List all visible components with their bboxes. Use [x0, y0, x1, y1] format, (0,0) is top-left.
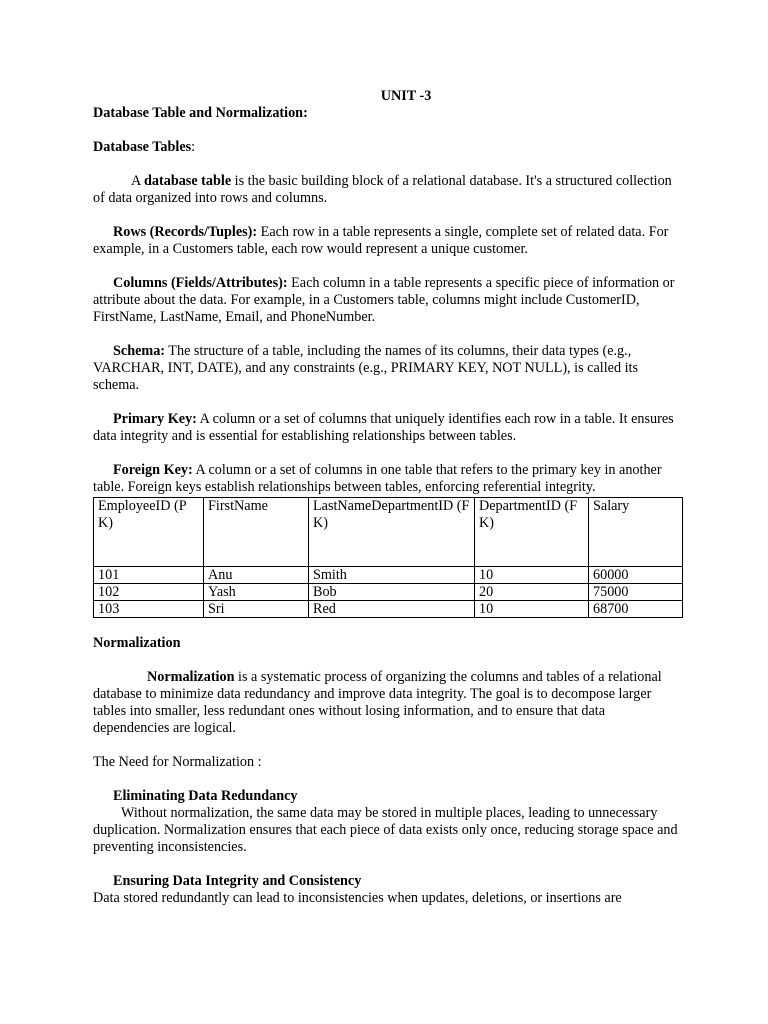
definition-text: A column or a set of columns that uniquely identifies each row in a table. It ensures data integrity and is essential for establishing relationships between tables. [93, 411, 674, 444]
tables-intro-pre: A [131, 173, 145, 189]
main-heading: Database Table and Normalization: [93, 105, 308, 121]
header-cell-department-id: DepartmentID (FK) [475, 498, 589, 567]
table-row [94, 584, 683, 601]
definition-text: A column or a set of columns in one table that refers to the primary key in another table. Foreign keys establish relationships between tables, enforcing referential integrity. [93, 462, 662, 495]
table-cell: 101 [94, 567, 204, 584]
tables-heading-text: Database Tables [93, 139, 192, 155]
table-cell: 103 [94, 601, 204, 618]
normalization-intro [93, 669, 683, 737]
table-cell: 10 [475, 567, 589, 584]
definition-term: Foreign Key: [113, 462, 193, 478]
tables-intro-bold: database table [144, 173, 232, 189]
tables-intro [93, 173, 683, 207]
normalization-intro-text: is a systematic process of organizing the columns and tables of a relational database to minimize data redundancy and improve data integrity. The goal is to decompose larger tables into smaller, less redundant ones without losing information, and to ensure that data dependencies are logical. [93, 669, 662, 736]
definition-term: Columns (Fields/Attributes): [113, 275, 288, 291]
table-cell: 68700 [589, 601, 683, 618]
table-cell: Smith [309, 567, 475, 584]
table-cell: Yash [204, 584, 309, 601]
table-header-row [94, 498, 683, 567]
unit-title: UNIT -3 [380, 88, 432, 104]
table-cell: 102 [94, 584, 204, 601]
definition-schema [93, 343, 683, 394]
table-cell: Anu [204, 567, 309, 584]
document-page [93, 88, 683, 907]
tables-heading-colon: : [191, 139, 196, 155]
table-cell: Sri [204, 601, 309, 618]
definition-rows [93, 224, 683, 258]
point-title: Eliminating Data Redundancy [113, 788, 298, 804]
definition-text: Each row in a table represents a single, complete set of related data. For example, in a Customers table, each row would represent a unique customer. [93, 224, 669, 257]
normalization-intro-bold: Normalization [147, 669, 235, 685]
table-cell: 10 [475, 601, 589, 618]
definition-columns [93, 275, 683, 326]
header-cell-first-name: FirstName [204, 498, 309, 567]
table-cell: 75000 [589, 584, 683, 601]
need-heading: The Need for Normalization : [93, 754, 262, 770]
point-title: Ensuring Data Integrity and Consistency [113, 873, 362, 889]
table-cell: 20 [475, 584, 589, 601]
definition-term: Rows (Records/Tuples): [113, 224, 258, 240]
table-cell: 60000 [589, 567, 683, 584]
table-cell: Red [309, 601, 475, 618]
header-cell-employee-id: EmployeeID (PK) [94, 498, 204, 567]
definition-primary-key [93, 411, 683, 445]
tables-intro-post: is the basic building block of a relational database. It's a structured collection of data organized into rows and columns. [93, 173, 672, 206]
definition-term: Primary Key: [113, 411, 197, 427]
definition-term: Schema: [113, 343, 166, 359]
header-cell-salary: Salary [589, 498, 683, 567]
definition-foreign-key [93, 462, 683, 496]
definition-text: Each column in a table represents a specific piece of information or attribute about the data. For example, in a Customers table, columns might include CustomerID, FirstName, LastName, Email, and PhoneNumber. [93, 275, 675, 325]
point-text: Without normalization, the same data may be stored in multiple places, leading to unnecessary duplication. Normalization ensures that each piece of data exists only once, reducing storage space and preventing inconsistencies. [93, 805, 678, 855]
employee-table [93, 497, 683, 618]
header-cell-last-name-department-id: LastNameDepartmentID (FK) [309, 498, 475, 567]
point-text: Data stored redundantly can lead to inconsistencies when updates, deletions, or insertions are [93, 890, 622, 906]
definition-text: The structure of a table, including the names of its columns, their data types (e.g., VARCHAR, INT, DATE), and any constraints (e.g., PRIMARY KEY, NOT NULL), is called its schema. [93, 343, 638, 393]
tables-heading [93, 139, 683, 156]
table-cell: Bob [309, 584, 475, 601]
table-row [94, 567, 683, 584]
table-row [94, 601, 683, 618]
normalization-heading: Normalization [93, 635, 181, 651]
